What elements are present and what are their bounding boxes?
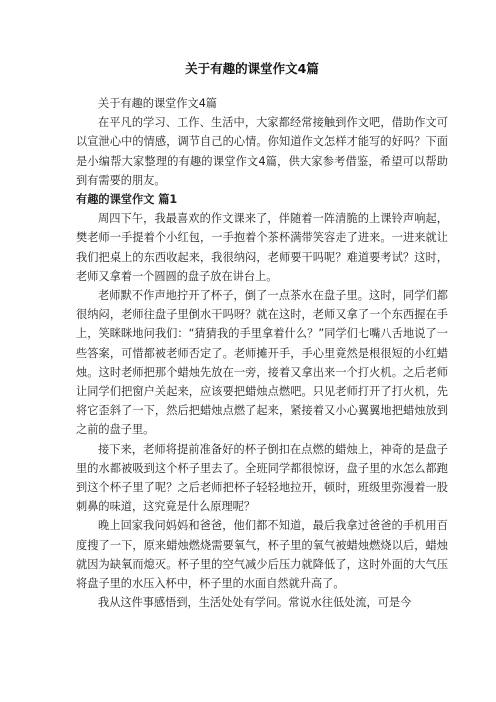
section-title: 有趣的课堂作文 篇1 xyxy=(76,193,178,207)
document-title: 关于有趣的课堂作文4篇 xyxy=(185,61,319,76)
body-paragraph-2: 老师默不作声地拧开了杯子，倒了一点茶水在盘子里。这时，同学们都很纳闷，老师往盘子里倒水干吗呀？就在这时，老师又拿了一个东西握在手上，笑眯眯地问我们：“猜猜我的手里拿着什么？”同学们七嘴八舌地说了一些答案，可惜都被老师否定了。老师摊开手，手心里竟然是根很短的小红蜡烛。这时老师把那个蜡烛先放在一旁，接着又拿出来一个打火机。之后老师让同学们把窗户关起来，应该要把蜡烛点燃吧。只见老师打开了打火机，先将它歪斜了一下，然后把蜡烛点燃了起来，紧接着又小心翼翼地把蜡烛放到之前的盘子里。 xyxy=(76,289,448,437)
intro-paragraph: 在平凡的学习、工作、生活中，大家都经常接触到作文吧，借助作文可以宣泄心中的情感，调节自己的心情。你知道作文怎样才能写的好吗？下面是小编帮大家整理的有趣的课堂作文4篇，供大家参考借鉴，希望可以帮助到有需要的朋友。 xyxy=(76,116,448,187)
body-paragraph-4: 晚上回家我问妈妈和爸爸，他们都不知道，最后我拿过爸爸的手机用百度搜了一下，原来蜡烛燃烧需要氧气，杯子里的氧气被蜡烛燃烧以后，蜡烛就因为缺氧而熄灭。杯子里的空气减少后压力就降低了，这时外面的大气压将盘子里的水压入杯中，杯子里的水面自然就升高了。 xyxy=(76,519,448,591)
body-paragraph-3: 接下来，老师将提前准备好的杯子倒扣在点燃的蜡烛上，神奇的是盘子里的水都被吸到这个杯子里去了。全班同学都很惊讶，盘子里的水怎么都跑到这个杯子里了呢？之后老师把杯子轻轻地拉开，顿时，班级里弥漫着一股刺鼻的味道，这究竟是什么原理呢？ xyxy=(76,442,448,514)
body-paragraph-5: 我从这件事感悟到，生活处处有学问。常说水往低处流，可是今 xyxy=(98,596,412,610)
body-paragraph-1: 周四下午，我最喜欢的作文课来了，伴随着一阵清脆的上课铃声响起，樊老师一手提着个小红包，一手抱着个茶杯满带笑容走了进来。一进来就让我们把桌上的东西收起来，我很纳闷，老师要干吗呢？难道要考试？这时，老师又拿着一个圆圆的盘子放在讲台上。 xyxy=(76,212,448,283)
intro-heading: 关于有趣的课堂作文4篇 xyxy=(98,97,217,110)
